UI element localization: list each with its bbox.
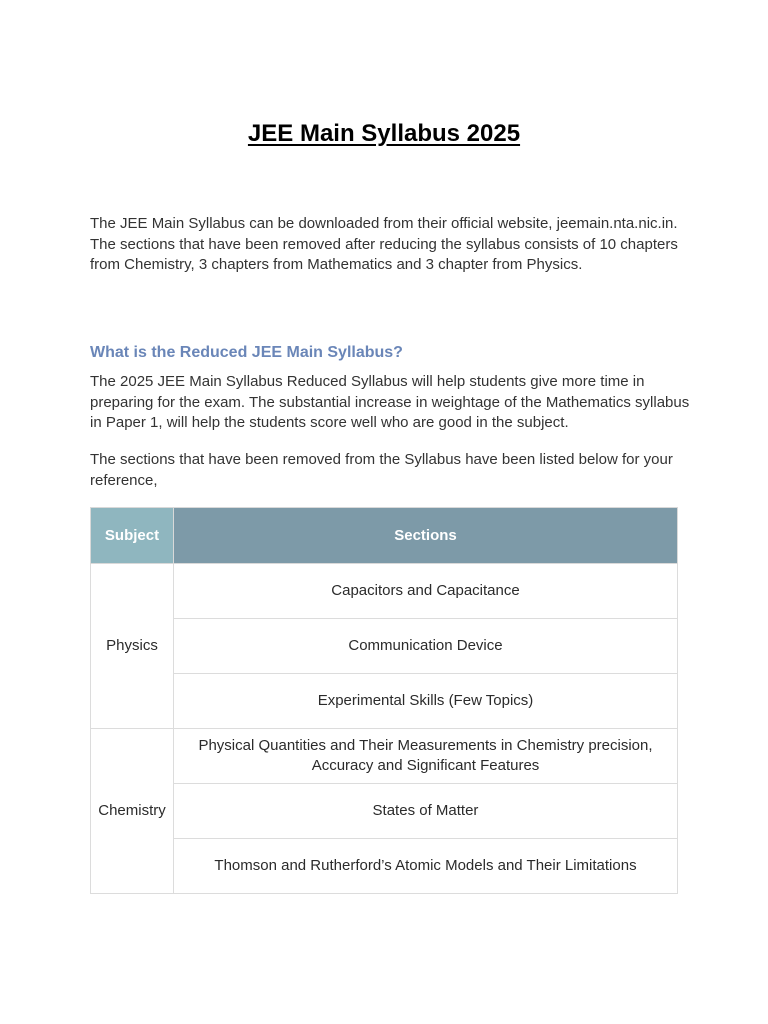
table-row [91,729,678,784]
page-title: JEE Main Syllabus 2025 [247,120,521,147]
removed-sections-table [90,507,678,894]
removed-sections-paragraph: The sections that have been removed from the Syllabus have been listed below for your reference, [90,451,673,489]
subject-column-header: Subject [91,508,174,564]
table-row [91,839,678,894]
sections-column-header: Sections [174,508,678,564]
reduced-syllabus-paragraph: The 2025 JEE Main Syllabus Reduced Syllabus will help students give more time in preparing for the exam. The substantial increase in weightage of the Mathematics syllabus in Paper 1, will help the students score well who are good in the subject. [90,373,690,431]
table-row [91,564,678,619]
section-cell: Thomson and Rutherford’s Atomic Models and Their Limitations [174,839,678,894]
section-cell: Capacitors and Capacitance [174,564,678,619]
subject-cell-chemistry: Chemistry [91,729,174,894]
section-cell: Physical Quantities and Their Measurements in Chemistry precision, Accuracy and Significant Features [174,729,678,784]
table-row [91,619,678,674]
section-heading: What is the Reduced JEE Main Syllabus? [90,344,403,361]
intro-paragraph: The JEE Main Syllabus can be downloaded from their official website, jeemain.nta.nic.in. The sections that have been removed after reducing the syllabus consists of 10 chapters from Chemistry, 3 chapters from Mathematics and 3 chapter from Physics. [90,215,678,273]
table-row [91,784,678,839]
section-cell: Communication Device [174,619,678,674]
section-cell: States of Matter [174,784,678,839]
subject-cell-physics: Physics [91,564,174,729]
table-header-row [91,508,678,564]
table-row [91,674,678,729]
section-cell: Experimental Skills (Few Topics) [174,674,678,729]
